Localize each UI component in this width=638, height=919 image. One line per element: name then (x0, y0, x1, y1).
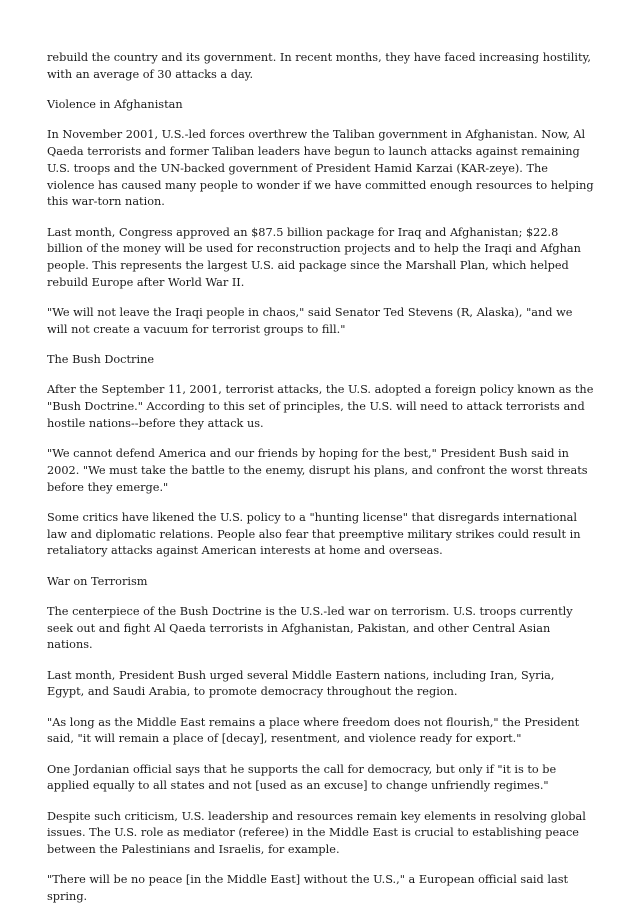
quote-paragraph: "We will not leave the Iraqi people in chaos," said Senator Ted Stevens (R, Alaska), "and we will not create a vacuum for terrorist groups to fill." (47, 306, 573, 336)
quote-paragraph: "As long as the Middle East remains a place where freedom does not flourish," the President said, "it will remain a place of [decay], resentment, and violence ready for export." (47, 715, 580, 746)
paragraph: In November 2001, U.S.-led forces overthrew the Taliban government in Afghanistan. Now, Al Qaeda terrorists and former Taliban leaders have begun to launch attacks against remaining U.S. troops and the UN-backed government of President Hamid Karzai (KAR-zeye). The violence has caused many people to wonder if we have committed enough resources to helping this war-torn nation. (47, 128, 594, 209)
paragraph: The centerpiece of the Bush Doctrine is the U.S.-led war on terrorism. U.S. troops currently seek out and fight Al Qaeda terrorists in Afghanistan, Pakistan, and other Central Asian nations. (47, 604, 573, 652)
paragraph: One Jordanian official says that he supports the call for democracy, but only if "it is to be applied equally to all states and not [used as an excuse] to change unfriendly regimes." (47, 762, 557, 793)
quote-paragraph: "We cannot defend America and our friends by hoping for the best," President Bush said in 2002. "We must take the battle to the enemy, disrupt his plans, and confront the worst threats before they emerge." (47, 447, 588, 494)
paragraph: Last month, Congress approved an $87.5 billion package for Iraq and Afghanistan; $22.8 billion of the money will be used for reconstruction projects and to help the Iraqi and Afghan people. This represents the largest U.S. aid package since the Marshall Plan, which helped rebuild Europe after World War II. (47, 225, 581, 289)
paragraph: Despite such criticism, U.S. leadership and resources remain key elements in resolving global issues. The U.S. role as mediator (referee) in the Middle East is crucial to establishing peace between the Palestinians and Israelis, for example. (47, 809, 586, 857)
section-heading-war-on-terrorism: War on Terrorism (47, 574, 148, 588)
section-heading-violence-in-afghanistan: Violence in Afghanistan (47, 97, 183, 111)
paragraph-continuation: rebuild the country and its government. In recent months, they have faced increasing hostility, with an average of 30 attacks a day. (47, 51, 591, 81)
quote-paragraph: "There will be no peace [in the Middle East] without the U.S.," a European official said last spring. (47, 873, 569, 904)
section-heading-bush-doctrine: The Bush Doctrine (47, 353, 155, 367)
paragraph: Last month, President Bush urged several Middle Eastern nations, including Iran, Syria, Egypt, and Saudi Arabia, to promote democracy throughout the region. (47, 668, 555, 699)
document-page (47, 50, 595, 919)
paragraph: After the September 11, 2001, terrorist attacks, the U.S. adopted a foreign policy known as the "Bush Doctrine." According to this set of principles, the U.S. will need to attack terrorists and hostile nations--before they attack us. (47, 383, 594, 430)
paragraph: Some critics have likened the U.S. policy to a "hunting license" that disregards international law and diplomatic relations. People also fear that preemptive military strikes could result in retaliatory attacks against American interests at home and overseas. (47, 510, 581, 558)
